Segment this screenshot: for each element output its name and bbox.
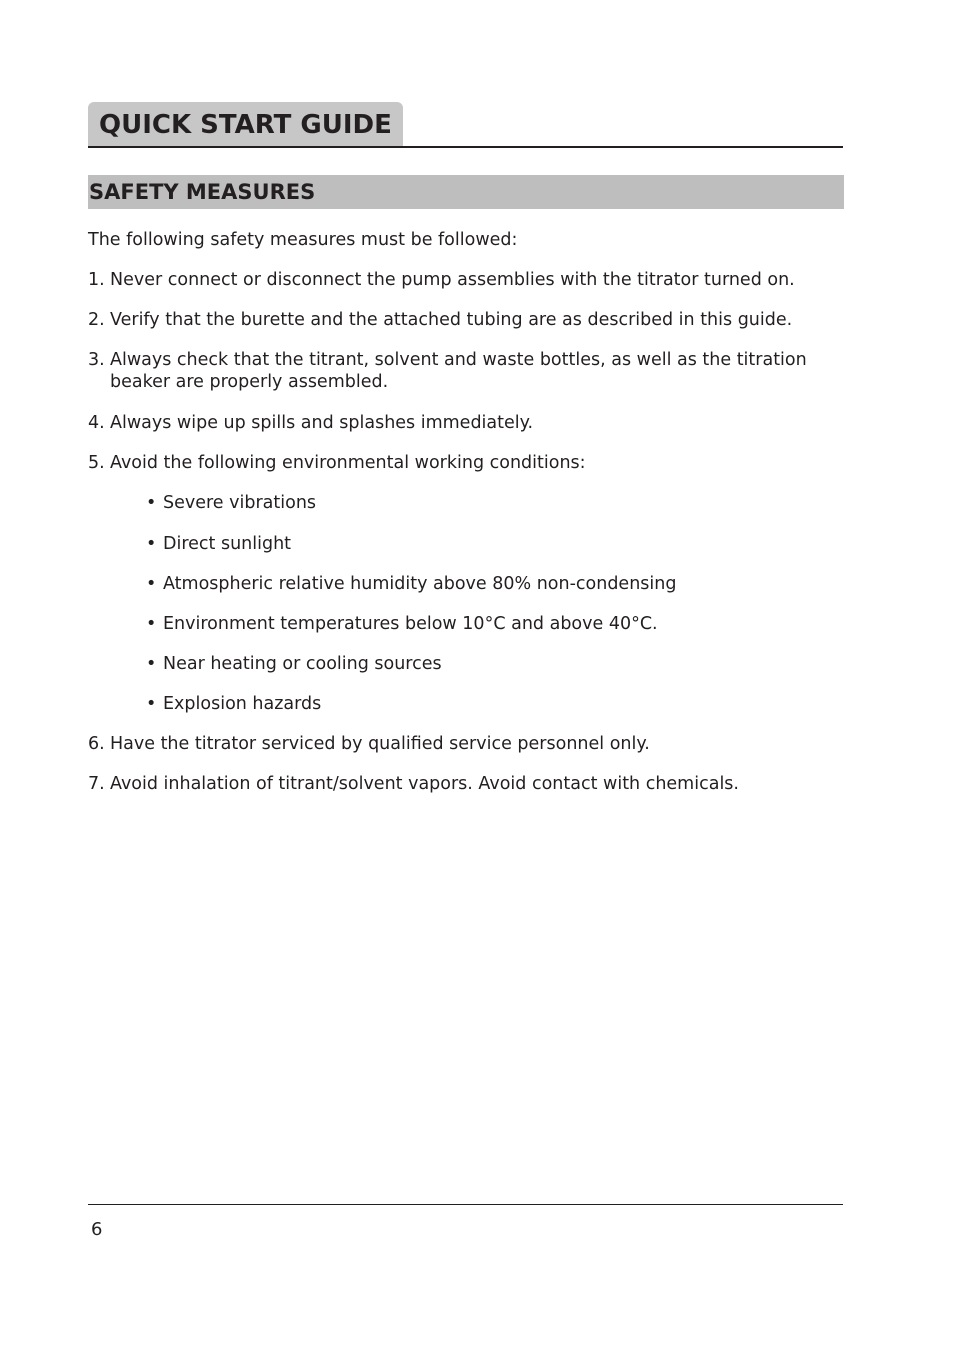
bullet-text: Near heating or cooling sources <box>163 654 442 674</box>
list-item-number: 6. <box>88 734 105 754</box>
list-item-text: Have the titrator serviced by qualified service personnel only. <box>110 734 650 754</box>
list-item-text: Avoid inhalation of titrant/solvent vapors. Avoid contact with chemicals. <box>110 774 739 794</box>
list-item-text: Always check that the titrant, solvent and waste bottles, as well as the titration beaker are properly assembled. <box>110 350 807 392</box>
bullet-icon: • <box>146 654 157 674</box>
bullet-item <box>146 533 291 555</box>
footer-divider <box>88 1204 843 1205</box>
list-item-number: 3. <box>88 350 105 370</box>
list-item-text: Never connect or disconnect the pump assemblies with the titrator turned on. <box>110 270 795 290</box>
bullet-text: Explosion hazards <box>163 694 322 714</box>
list-item <box>88 269 844 291</box>
bullet-item <box>146 613 658 635</box>
bullet-icon: • <box>146 614 157 634</box>
bullet-text: Direct sunlight <box>163 534 292 554</box>
list-item-number: 5. <box>88 453 105 473</box>
bullet-item <box>146 492 316 514</box>
bullet-item <box>146 573 676 595</box>
bullet-item <box>146 693 321 715</box>
intro-text: The following safety measures must be followed: <box>88 230 518 250</box>
list-item <box>88 349 844 393</box>
bullet-icon: • <box>146 534 157 554</box>
bullet-text: Severe vibrations <box>163 493 317 513</box>
list-item <box>88 412 844 434</box>
bullet-icon: • <box>146 694 157 714</box>
list-item-text: Always wipe up spills and splashes immediately. <box>110 413 534 433</box>
section-header-bar <box>88 175 844 209</box>
list-item-text: Verify that the burette and the attached tubing are as described in this guide. <box>110 310 793 330</box>
list-item-text: Avoid the following environmental working conditions: <box>110 453 586 473</box>
chapter-title: QUICK START GUIDE <box>88 102 403 146</box>
page-number: 6 <box>91 1219 103 1240</box>
section-title: SAFETY MEASURES <box>89 180 316 204</box>
list-item-number: 7. <box>88 774 105 794</box>
manual-page <box>88 0 844 1351</box>
list-item <box>88 733 844 755</box>
bullet-icon: • <box>146 493 157 513</box>
bullet-text: Environment temperatures below 10°C and above 40°C. <box>163 614 658 634</box>
bullet-icon: • <box>146 574 157 594</box>
list-item <box>88 773 844 795</box>
chapter-divider <box>88 146 843 148</box>
list-item <box>88 309 844 331</box>
bullet-text: Atmospheric relative humidity above 80% non-condensing <box>163 574 677 594</box>
list-item <box>88 452 844 474</box>
list-item-number: 1. <box>88 270 105 290</box>
list-item-number: 2. <box>88 310 105 330</box>
bullet-item <box>146 653 442 675</box>
list-item-number: 4. <box>88 413 105 433</box>
